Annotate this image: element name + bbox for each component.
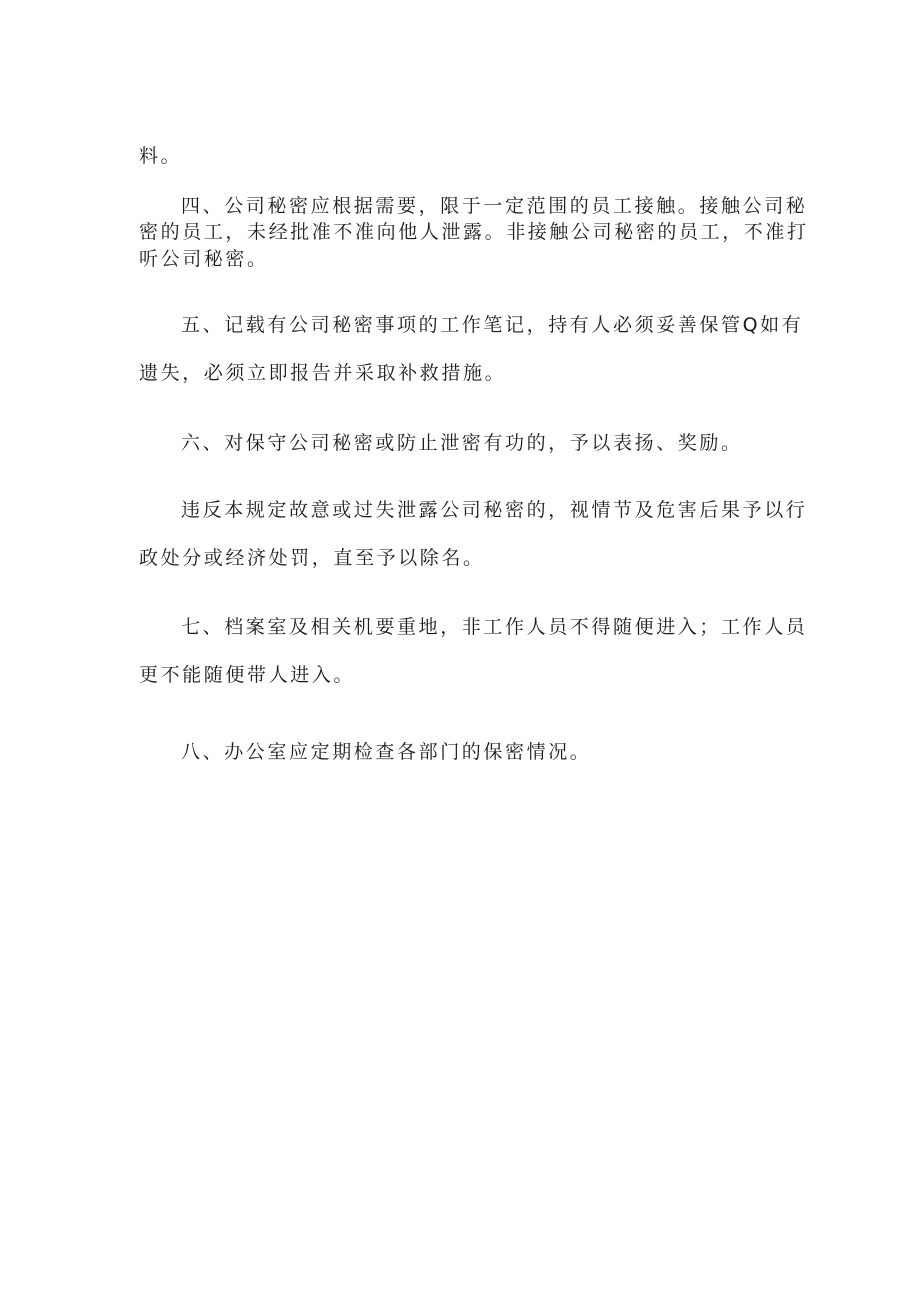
text-line: 六、对保守公司秘密或防止泄密有功的，予以表扬、奖励。 — [181, 432, 743, 454]
text-line: 八、办公室应定期检查各部门的保密情况。 — [181, 741, 592, 763]
text-line: 遗失，必须立即报告并采取补救措施。 — [139, 362, 507, 384]
text-line: 四、公司秘密应根据需要，限于一定范围的员工接触。接触公司秘 — [181, 195, 808, 217]
text-line: 料。 — [139, 145, 183, 167]
text-line: 更不能随便带人进入。 — [139, 664, 356, 686]
text-line: 七、档案室及相关机要重地，非工作人员不得随便进入；工作人员 — [181, 616, 808, 638]
text-line: 违反本规定故意或过失泄露公司秘密的，视情节及危害后果予以行 — [181, 499, 808, 521]
text-line: 五、记载有公司秘密事项的工作笔记，持有人必须妥善保管Q如有 — [181, 314, 804, 336]
text-line: 密的员工，未经批准不准向他人泄露。非接触公司秘密的员工，不准打 — [139, 221, 809, 243]
text-line: 听公司秘密。 — [139, 248, 269, 270]
text-line: 政处分或经济处罚，直至予以除名。 — [139, 547, 485, 569]
